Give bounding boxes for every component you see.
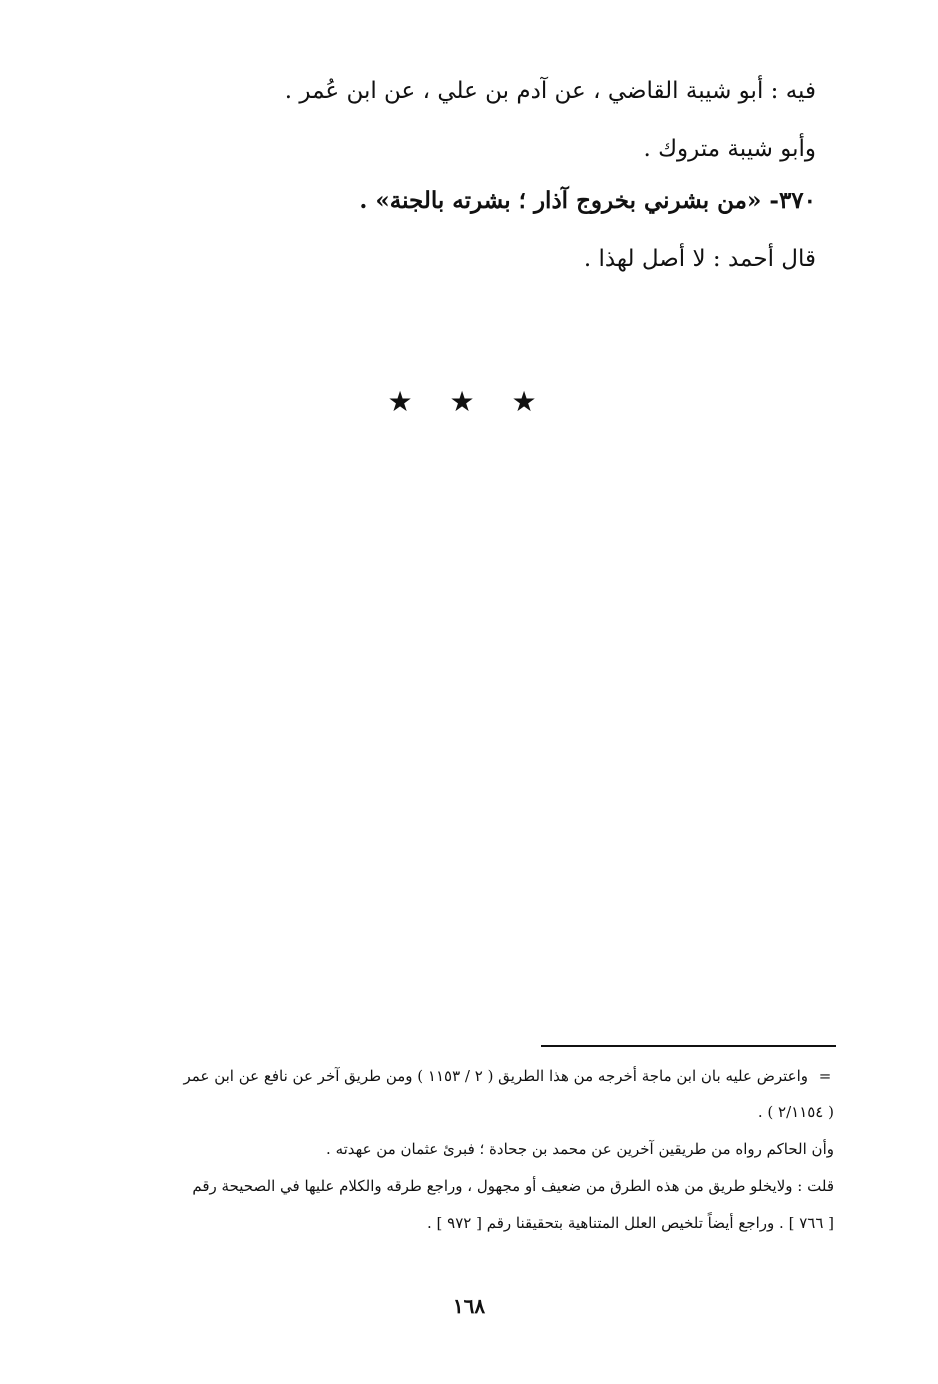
main-text-line-2: وأبو شيبة متروك . xyxy=(643,136,816,162)
footnote-line-2: ( ٢/١١٥٤ ) . xyxy=(757,1103,834,1121)
footnote-line-4: قلت : ولايخلو طريق من هذه الطرق من ضعيف أو مجهول ، وراجع طرقه والكلام عليها في الصحيحة رقم xyxy=(192,1177,834,1195)
footnote-continuation-marker: = xyxy=(818,1067,832,1085)
page-number: ١٦٨ xyxy=(452,1294,486,1318)
footnote-line-5: [ ٧٦٦ ] . وراجع أيضاً تلخيص العلل المتناهية بتحقيقنا رقم [ ٩٧٢ ] . xyxy=(427,1214,834,1232)
main-text-line-1: فيه : أبو شيبة القاضي ، عن آدم بن علي ، عن ابن عُمر . xyxy=(284,78,816,104)
footnote-line-3: وأن الحاكم رواه من طريقين آخرين عن محمد بن جحادة ؛ فبرئ عثمان من عهدته . xyxy=(326,1140,834,1158)
main-text-line-4: قال أحمد : لا أصل لهذا . xyxy=(583,246,816,272)
hadith-number: ٣٧٠- xyxy=(769,187,816,214)
footnote-line-1: واعترض عليه بان ابن ماجة أخرجه من هذا الطريق ( ٢ / ١١٥٣ ) ومن طريق آخر عن نافع عن ابن عمر xyxy=(183,1067,808,1085)
section-separator-stars: ★ ★ ★ xyxy=(387,385,551,418)
hadith-text: «من بشرني بخروج آذار ؛ بشرته بالجنة» . xyxy=(359,187,762,214)
footnote-divider xyxy=(541,1045,836,1047)
hadith-entry xyxy=(116,184,816,218)
